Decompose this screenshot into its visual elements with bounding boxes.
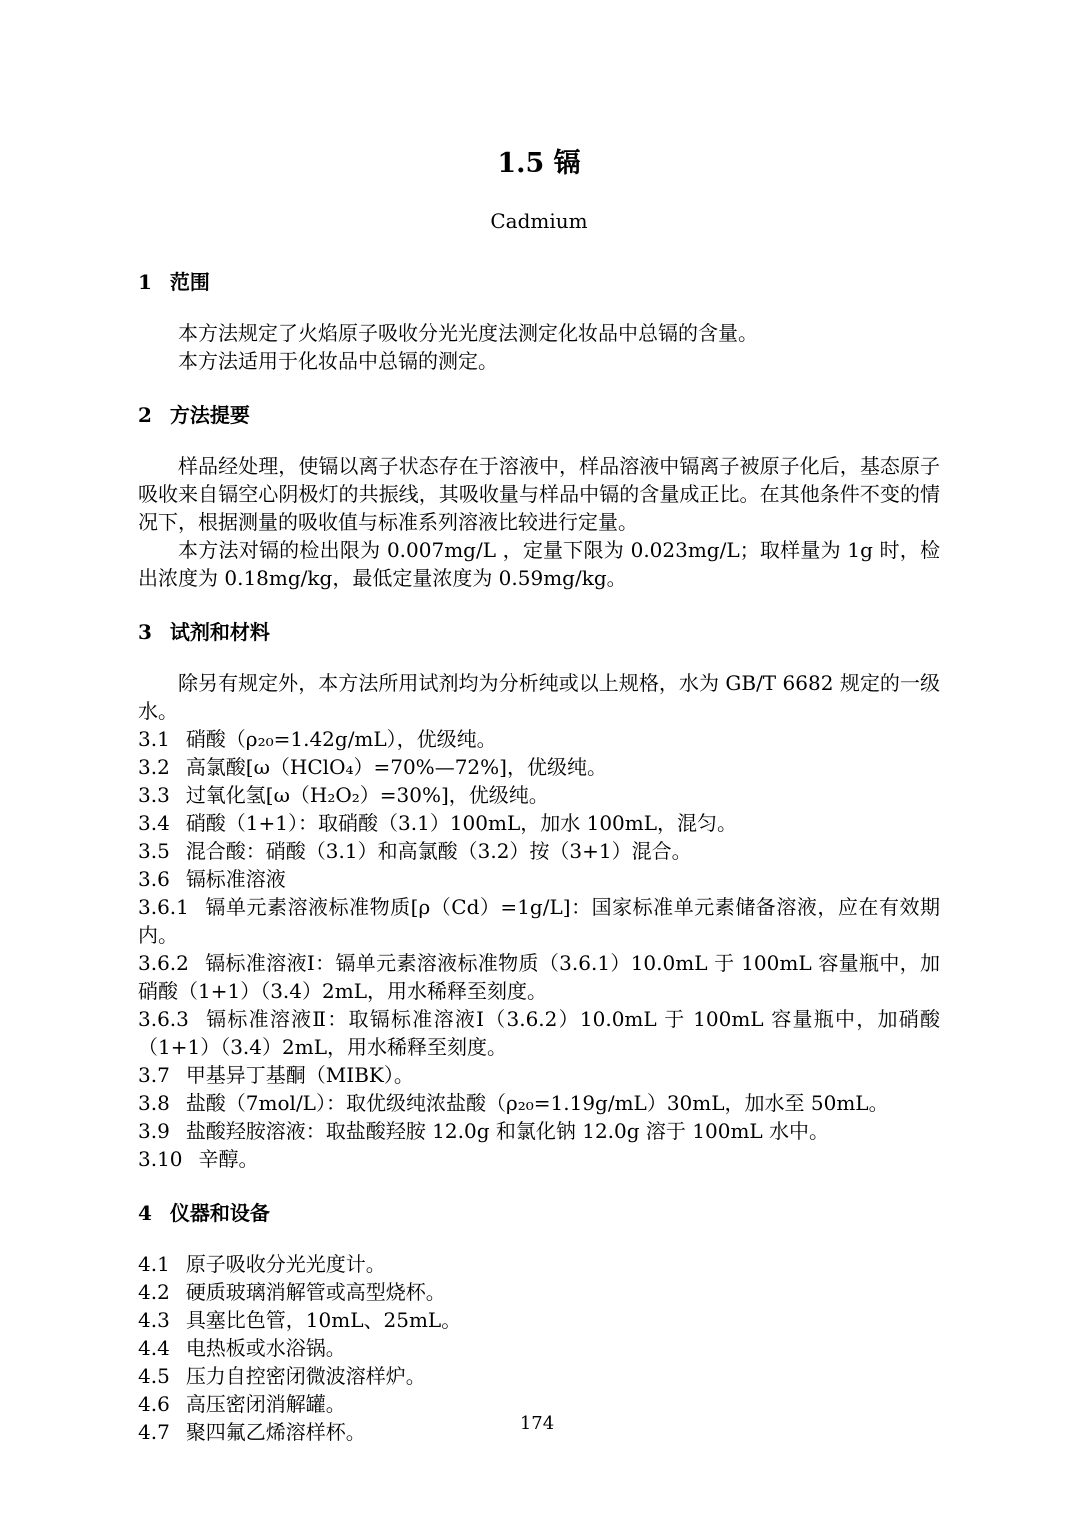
item-number: 3.10 (138, 1147, 183, 1171)
paragraph: 除另有规定外，本方法所用试剂均为分析纯或以上规格，水为 GB/T 6682 规定的一级水。 (138, 671, 940, 723)
section-title: 仪器和设备 (169, 1203, 270, 1225)
item-number: 3.6 (138, 867, 170, 891)
paragraph: 本方法对镉的检出限为 0.007mg/L ，定量下限为 0.023mg/L；取样量为 1g 时，检出浓度为 0.18mg/kg，最低定量浓度为 0.59mg/kg。 (138, 538, 940, 590)
section-title: 方法提要 (169, 405, 250, 427)
item-text: 具塞比色管，10mL、25mL。 (185, 1308, 462, 1332)
section-title: 范围 (169, 272, 210, 294)
page-title: 1.5 镉 (497, 148, 581, 179)
list-item (138, 1306, 940, 1334)
list-item (138, 1089, 940, 1117)
list-item (138, 865, 940, 893)
item-text: 硝酸（1+1）：取硝酸（3.1）100mL，加水 100mL，混匀。 (185, 811, 738, 835)
item-number: 3.1 (138, 727, 170, 751)
section-number: 3 (138, 620, 152, 644)
section-heading-scope (138, 268, 940, 297)
item-text: 硬质玻璃消解管或高型烧杯。 (185, 1280, 446, 1304)
item-text: 辛醇。 (198, 1147, 259, 1171)
item-number: 3.6.2 (138, 951, 189, 975)
list-item (138, 837, 940, 865)
list-item (138, 1278, 940, 1306)
item-text: 甲基异丁基酮（MIBK）。 (185, 1063, 414, 1087)
section-heading-method-summary (138, 401, 940, 430)
item-text: 硝酸（ρ₂₀=1.42g/mL），优级纯。 (185, 727, 497, 751)
item-text: 过氧化氢[ω（H₂O₂）=30%]，优级纯。 (185, 783, 549, 807)
item-text: 高氯酸[ω（HClO₄）=70%—72%]，优级纯。 (185, 755, 607, 779)
list-item (138, 1145, 940, 1173)
list-item (138, 809, 940, 837)
list-item (138, 893, 940, 949)
section-number: 1 (138, 270, 152, 294)
item-text: 高压密闭消解罐。 (185, 1392, 346, 1416)
page-subtitle: Cadmium (490, 209, 588, 233)
list-item (138, 1250, 940, 1278)
list-item (138, 725, 940, 753)
item-number: 3.3 (138, 783, 170, 807)
page-number: 174 (519, 1413, 555, 1434)
item-number: 3.2 (138, 755, 170, 779)
paragraph: 样品经处理，使镉以离子状态存在于溶液中，样品溶液中镉离子被原子化后，基态原子吸收来自镉空心阴极灯的共振线，其吸收量与样品中镉的含量成正比。在其他条件不变的情况下，根据测量的吸收值与标准系列溶液比较进行定量。 (138, 454, 940, 534)
item-text: 电热板或水浴锅。 (185, 1336, 346, 1360)
list-item (138, 753, 940, 781)
item-number: 3.4 (138, 811, 170, 835)
item-text: 压力自控密闭微波溶样炉。 (185, 1364, 426, 1388)
item-text: 盐酸羟胺溶液：取盐酸羟胺 12.0g 和氯化钠 12.0g 溶于 100mL 水中。 (185, 1119, 830, 1143)
item-number: 4.3 (138, 1308, 170, 1332)
item-text: 镉标准溶液 (185, 867, 286, 891)
list-item (138, 781, 940, 809)
item-number: 3.6.1 (138, 895, 189, 919)
item-number: 4.2 (138, 1280, 170, 1304)
paragraph: 本方法适用于化妆品中总镉的测定。 (178, 349, 498, 373)
list-item (138, 1362, 940, 1390)
list-item (138, 949, 940, 1005)
item-number: 3.6.3 (138, 1007, 189, 1031)
item-text: 镉标准溶液Ⅰ：镉单元素溶液标准物质（3.6.1）10.0mL 于 100mL 容量瓶中，加硝酸（1+1）（3.4）2mL，用水稀释至刻度。 (138, 951, 940, 1003)
item-text: 镉单元素溶液标准物质[ρ（Cd）=1g/L]：国家标准单元素储备溶液，应在有效期内。 (138, 895, 940, 947)
section-heading-reagents (138, 618, 940, 647)
list-item (138, 1334, 940, 1362)
item-number: 3.8 (138, 1091, 170, 1115)
section-number: 4 (138, 1201, 152, 1225)
paragraph: 本方法规定了火焰原子吸收分光光度法测定化妆品中总镉的含量。 (178, 321, 758, 345)
list-item (138, 1005, 940, 1061)
item-number: 3.5 (138, 839, 170, 863)
item-number: 4.4 (138, 1336, 170, 1360)
item-number: 4.6 (138, 1392, 170, 1416)
section-heading-instruments (138, 1199, 940, 1228)
item-number: 3.9 (138, 1119, 170, 1143)
list-item (138, 1117, 940, 1145)
item-number: 3.7 (138, 1063, 170, 1087)
item-text: 混合酸：硝酸（3.1）和高氯酸（3.2）按（3+1）混合。 (185, 839, 692, 863)
item-number: 4.1 (138, 1252, 170, 1276)
item-number: 4.5 (138, 1364, 170, 1388)
item-text: 镉标准溶液Ⅱ：取镉标准溶液Ⅰ（3.6.2）10.0mL 于 100mL 容量瓶中，加硝酸（1+1）（3.4）2mL，用水稀释至刻度。 (138, 1007, 940, 1059)
section-number: 2 (138, 403, 152, 427)
item-text: 聚四氟乙烯溶样杯。 (185, 1420, 366, 1444)
section-title: 试剂和材料 (169, 622, 270, 644)
item-text: 盐酸（7mol/L）：取优级纯浓盐酸（ρ₂₀=1.19g/mL）30mL，加水至 50mL。 (185, 1091, 889, 1115)
item-number: 4.7 (138, 1420, 170, 1444)
list-item (138, 1061, 940, 1089)
item-text: 原子吸收分光光度计。 (185, 1252, 386, 1276)
